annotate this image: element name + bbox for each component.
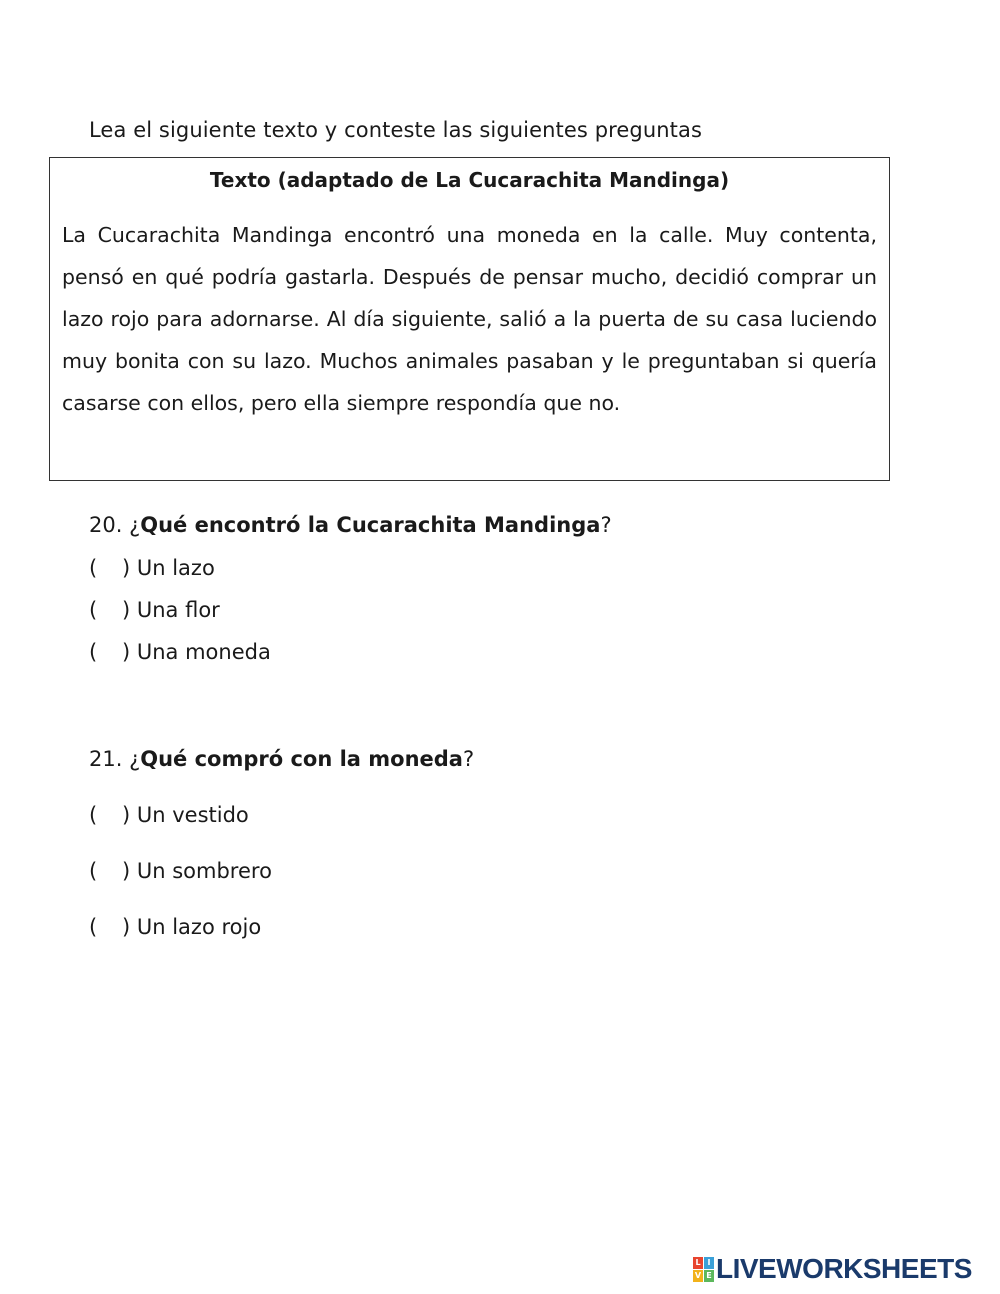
logo-mark-v: V: [694, 1271, 702, 1280]
question-end: ?: [600, 513, 612, 537]
option-q20-b[interactable]: [89, 598, 220, 622]
logo-mark-e: E: [704, 1270, 714, 1282]
answer-paren: (: [89, 598, 98, 622]
answer-paren: (: [89, 915, 98, 939]
question-text: Qué compró con la moneda: [140, 747, 463, 771]
option-q21-b[interactable]: [89, 859, 272, 883]
logo-mark-icon: [693, 1257, 713, 1281]
option-label: ) Una moneda: [122, 640, 271, 664]
option-label: ) Un sombrero: [122, 859, 272, 883]
option-q21-c[interactable]: [89, 915, 261, 939]
answer-paren: (: [89, 859, 98, 883]
question-number: 20. ¿: [89, 513, 141, 537]
reading-body: La Cucarachita Mandinga encontró una moneda en la calle. Muy contenta, pensó en qué podría gastarla. Después de pensar mucho, decidió comprar un lazo rojo para adornarse. Al día siguiente, salió a la puerta de su casa luciendo muy bonita con su lazo. Muchos animales pasaban y le preguntaban si quería casarse con ellos, pero ella siempre respondía que no.: [62, 223, 877, 415]
option-label: ) Una flor: [122, 598, 220, 622]
question-20: [89, 513, 612, 537]
logo-mark-i: I: [704, 1257, 714, 1269]
liveworksheets-logo: [693, 1255, 972, 1283]
option-label: ) Un lazo: [122, 556, 215, 580]
instruction-text: Lea el siguiente texto y conteste las siguientes preguntas: [89, 118, 703, 142]
question-text: Qué encontró la Cucarachita Mandinga: [140, 513, 601, 537]
option-label: ) Un lazo rojo: [122, 915, 262, 939]
answer-paren: (: [89, 803, 98, 827]
question-number: 21. ¿: [89, 747, 141, 771]
question-end: ?: [462, 747, 475, 771]
answer-paren: (: [89, 556, 98, 580]
answer-paren: (: [89, 640, 98, 664]
option-label: ) Un vestido: [122, 803, 249, 827]
logo-text: LIVEWORKSHEETS: [716, 1253, 972, 1284]
reading-title: Texto (adaptado de La Cucarachita Mandinga): [209, 168, 730, 192]
reading-box: [49, 157, 890, 481]
option-q20-c[interactable]: [89, 640, 271, 664]
question-21: [89, 747, 474, 771]
option-q20-a[interactable]: [89, 556, 215, 580]
logo-mark-l: L: [693, 1257, 703, 1269]
option-q21-a[interactable]: [89, 803, 249, 827]
